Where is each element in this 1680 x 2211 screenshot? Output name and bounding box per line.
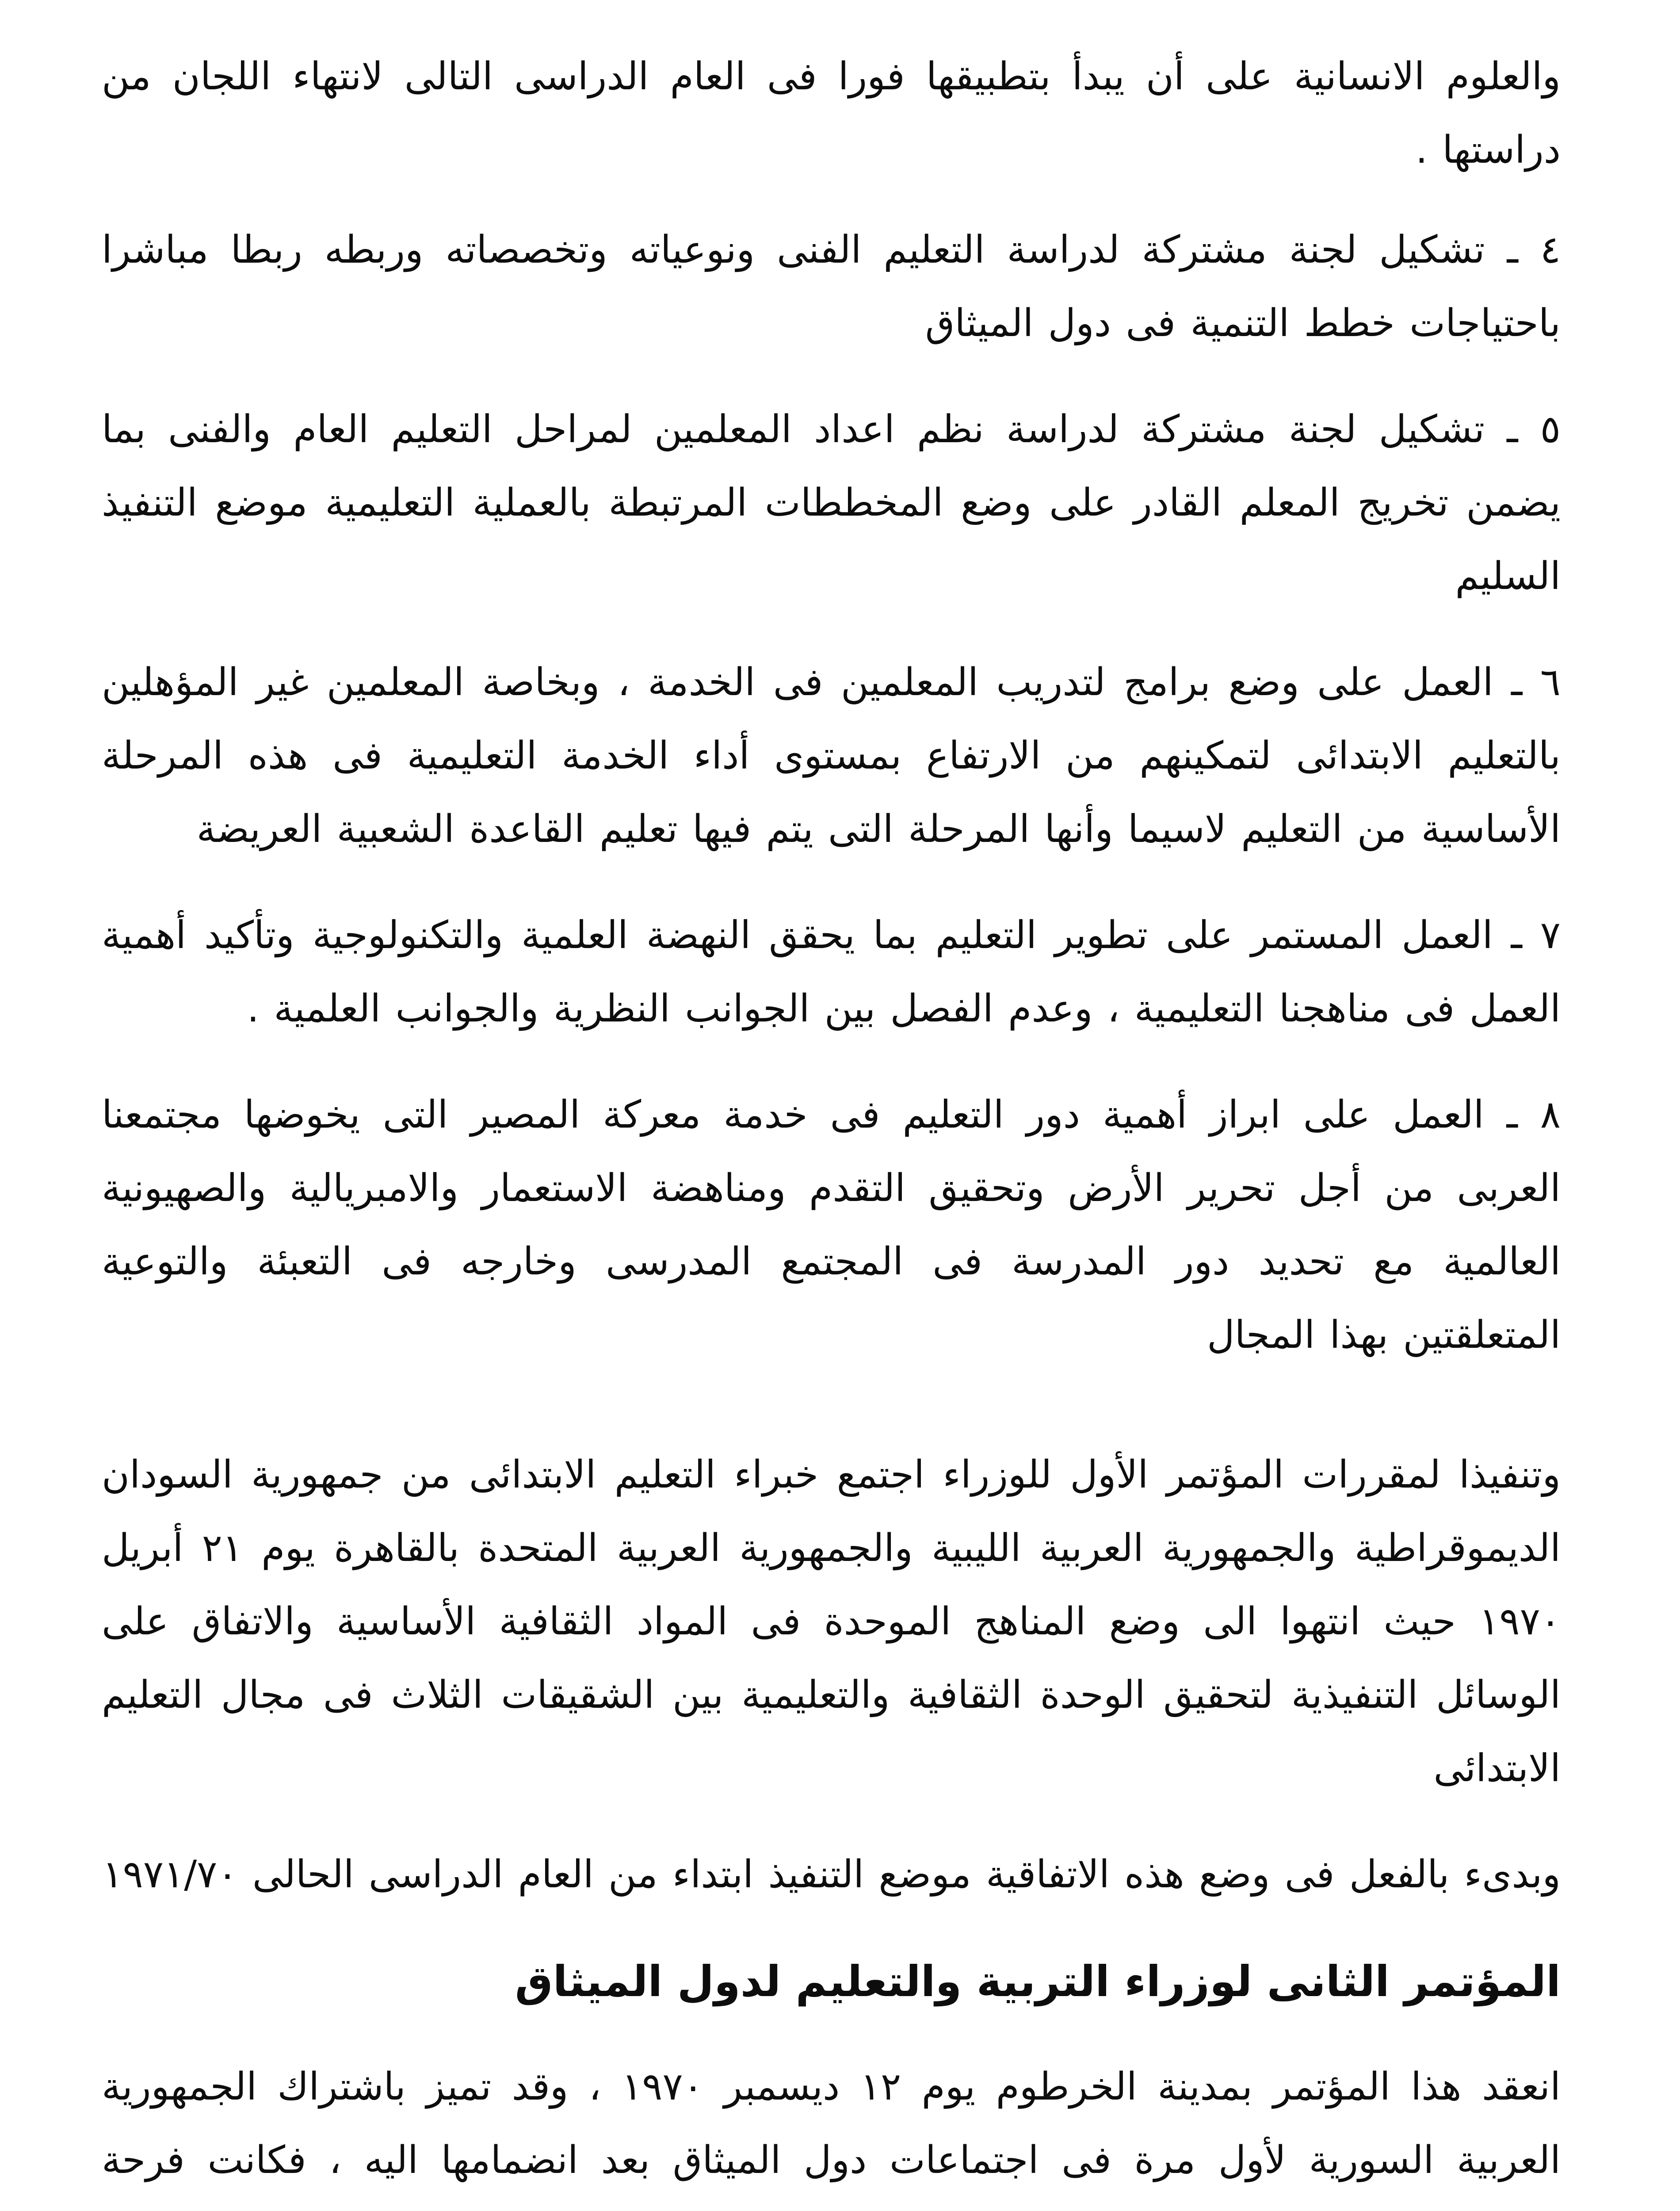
paragraph-item-7: ٧ ـ العمل المستمر على تطوير التعليم بما يحقق النهضة العلمية والتكنولوجية وتأكيد أهمية العمل فى مناهجنا التعليمية ، وعدم الفصل بين الجوانب النظرية والجوانب العلمية . — [102, 913, 1561, 1031]
paragraph-second-conference: انعقد هذا المؤتمر بمدينة الخرطوم يوم ١٢ ديسمبر ١٩٧٠ ، وقد تميز باشتراك الجمهورية العربية السورية لأول مرة فى اجتماعات دول الميثاق بعد انضمامها اليه ، فكانت فرحة — [102, 2065, 1561, 2182]
paragraph-item-6: ٦ ـ العمل على وضع برامج لتدريب المعلمين فى الخدمة ، وبخاصة المعلمين غير المؤهلين بالتعليم الابتدائى لتمكينهم من الارتفاع بمستوى أداء الخدمة التعليمية فى هذه المرحلة الأساسية من التعليم لاسيما وأنها المرحلة التى يتم فيها تعليم القاعدة الشعبية العريضة — [102, 660, 1561, 851]
paragraph-continuation: والعلوم الانسانية على أن يبدأ بتطبيقها فورا فى العام الدراسى التالى لانتهاء اللجان من دراستها . — [102, 54, 1561, 172]
paragraph-item-5: ٥ ـ تشكيل لجنة مشتركة لدراسة نظم اعداد المعلمين لمراحل التعليم العام والفنى بما يضمن تخريج المعلم القادر على وضع المخططات المرتبطة بالعملية التعليمية موضع التنفيذ السليم — [102, 407, 1561, 598]
paragraph-item-4: ٤ ـ تشكيل لجنة مشتركة لدراسة التعليم الفنى ونوعياته وتخصصاته وربطه ربطا مباشرا باحتياجات خطط التنمية فى دول الميثاق — [102, 228, 1561, 345]
paragraph-item-8: ٨ ـ العمل على ابراز أهمية دور التعليم فى خدمة معركة المصير التى يخوضها مجتمعنا العربى من أجل تحرير الأرض وتحقيق التقدم ومناهضة الاستعمار والامبريالية والصهيونية العالمية مع تحديد دور المدرسة فى المجتمع المدرسى وخارجه فى التعبئة والتوعية المتعلقتين بهذا المجال — [102, 1093, 1561, 1357]
section-heading: المؤتمر الثانى لوزراء التربية والتعليم لدول الميثاق — [515, 1957, 1561, 2006]
text-column — [102, 40, 1561, 2211]
paragraph-implementation: وتنفيذا لمقررات المؤتمر الأول للوزراء اجتمع خبراء التعليم الابتدائى من جمهورية السودان الديموقراطية والجمهورية العربية الليبية والجمهورية العربية المتحدة بالقاهرة يوم ٢١ أبريل ١٩٧٠ حيث انتهوا الى وضع المناهج الموحدة فى المواد الثقافية الأساسية والاتفاق على الوسائل التنفيذية لتحقيق الوحدة الثقافية والتعليمية بين الشقيقات الثلاث فى مجال التعليم الابتدائى — [102, 1453, 1561, 1790]
paragraph-execution-start: وبدىء بالفعل فى وضع هذه الاتفاقية موضع التنفيذ ابتداء من العام الدراسى الحالى ١٩٧١/٧٠ — [102, 1852, 1561, 1897]
